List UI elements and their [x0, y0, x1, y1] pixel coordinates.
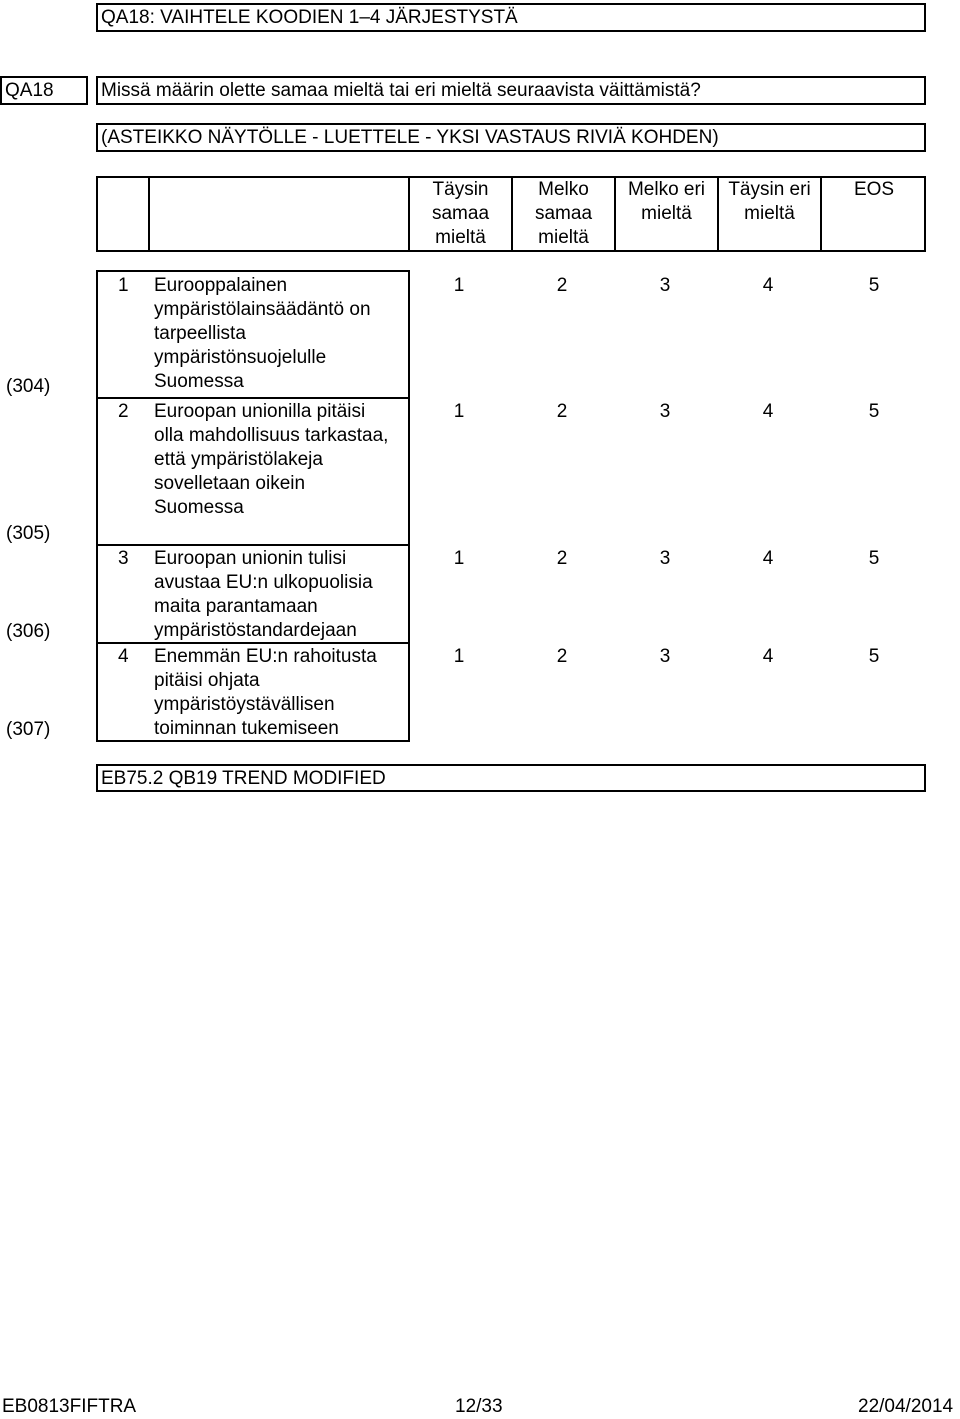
item-text: Enemmän EU:n rahoitusta pitäisi ohjata ympäristöystävällisen toiminnan tukemiseen [154, 646, 377, 739]
scale-option[interactable]: 2 [556, 275, 568, 296]
scale-option[interactable]: 4 [762, 646, 774, 667]
scale-option[interactable]: 3 [659, 401, 671, 422]
item-number: 4 [118, 646, 129, 667]
item-number: 1 [118, 275, 129, 296]
scale-option[interactable]: 5 [868, 548, 880, 569]
scale-option[interactable]: 3 [659, 548, 671, 569]
scale-header-1: Täysin samaa mieltä [431, 179, 490, 248]
item-number: 3 [118, 548, 129, 569]
var-code: (306) [6, 621, 51, 642]
item-text: Euroopan unionin tulisi avustaa EU:n ulkopuolisia maita parantamaan ympäristöstandardejaan [154, 548, 373, 641]
scale-option[interactable]: 4 [762, 548, 774, 569]
item-number: 2 [118, 401, 129, 422]
scale-option[interactable]: 2 [556, 401, 568, 422]
scale-option[interactable]: 4 [762, 401, 774, 422]
item-divider [96, 544, 410, 546]
section-title: QA18: VAIHTELE KOODIEN 1–4 JÄRJESTYSTÄ [101, 7, 518, 28]
footer-doc-id: EB0813FIFTRA [2, 1396, 137, 1417]
scale-option[interactable]: 5 [868, 275, 880, 296]
scale-header-4: Täysin eri mieltä [728, 179, 811, 224]
scale-header-divider [148, 176, 150, 252]
var-code: (307) [6, 719, 51, 740]
var-code: (304) [6, 376, 51, 397]
question-text: Missä määrin olette samaa mieltä tai eri mieltä seuraavista väittämistä? [101, 80, 701, 101]
trend-note: EB75.2 QB19 TREND MODIFIED [101, 768, 386, 789]
scale-option[interactable]: 1 [453, 275, 465, 296]
trend-note-box [96, 764, 926, 792]
item-text: Euroopan unionilla pitäisi olla mahdollisuus tarkastaa, että ympäristölakeja sovelletaan oikein Suomessa [154, 401, 389, 518]
question-code: QA18 [5, 80, 54, 101]
instruction-text: (ASTEIKKO NÄYTÖLLE - LUETTELE - YKSI VASTAUS RIVIÄ KOHDEN) [101, 127, 719, 148]
section-title-box [96, 3, 926, 32]
footer-page-number: 12/33 [455, 1396, 503, 1417]
question-text-box [96, 76, 926, 105]
scale-header-5: EOS [853, 179, 895, 200]
scale-option[interactable]: 4 [762, 275, 774, 296]
scale-option[interactable]: 2 [556, 646, 568, 667]
scale-header-2: Melko samaa mieltä [534, 179, 593, 248]
scale-option[interactable]: 5 [868, 646, 880, 667]
scale-option[interactable]: 3 [659, 275, 671, 296]
scale-option[interactable]: 1 [453, 401, 465, 422]
scale-option[interactable]: 1 [453, 548, 465, 569]
footer-date: 22/04/2014 [858, 1396, 954, 1417]
scale-option[interactable]: 2 [556, 548, 568, 569]
instruction-box [96, 123, 926, 152]
item-text: Eurooppalainen ympäristölainsäädäntö on tarpeellista ympäristönsuojelulle Suomessa [154, 275, 371, 392]
question-code-box [0, 76, 88, 105]
scale-header-3: Melko eri mieltä [627, 179, 706, 224]
scale-option[interactable]: 3 [659, 646, 671, 667]
var-code: (305) [6, 523, 51, 544]
item-divider [96, 397, 410, 399]
scale-option[interactable]: 5 [868, 401, 880, 422]
scale-option[interactable]: 1 [453, 646, 465, 667]
